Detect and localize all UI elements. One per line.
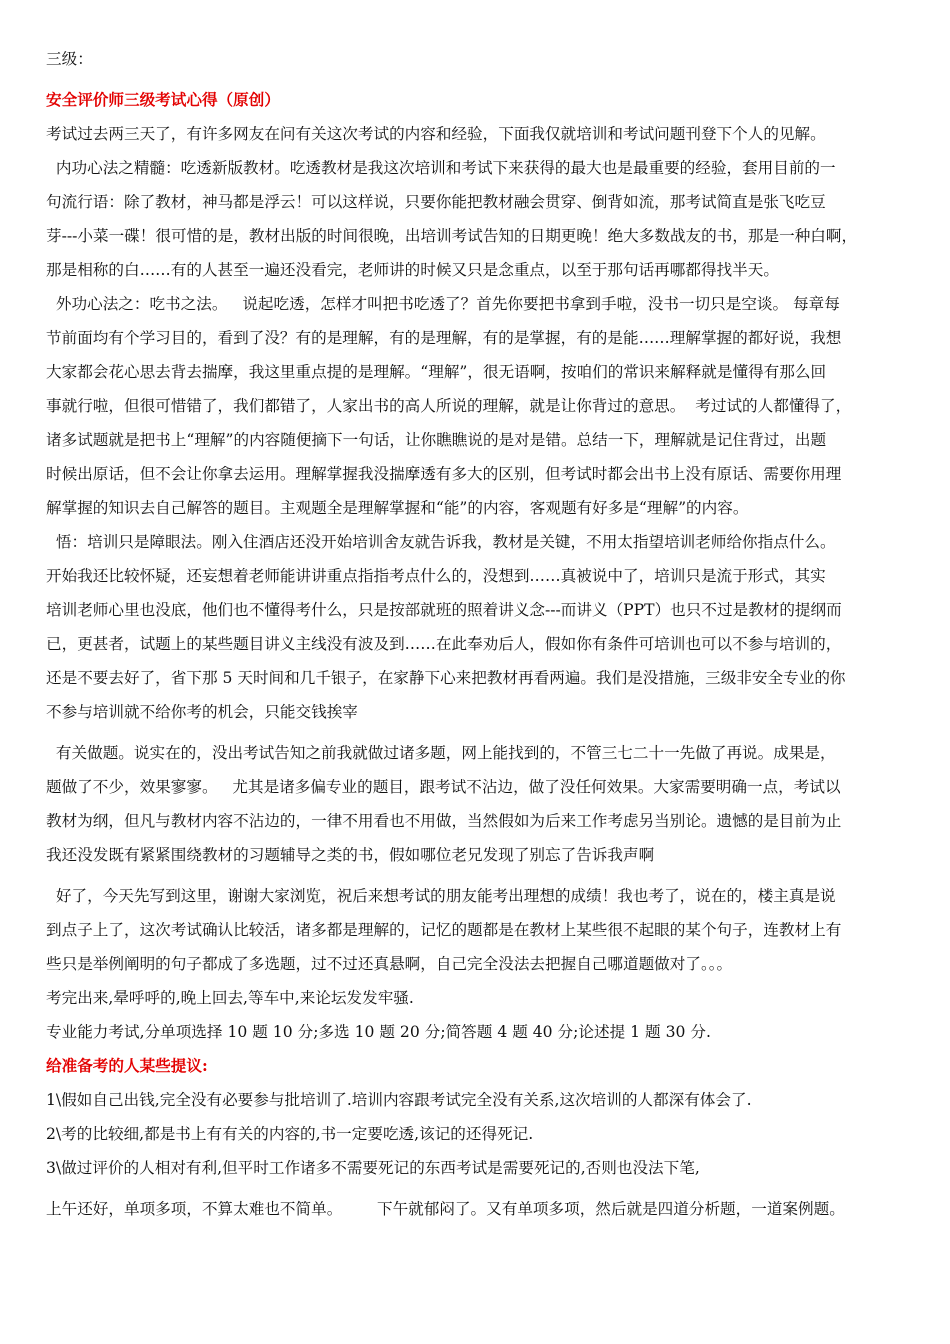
paragraph-line: 悟：培训只是障眼法。刚入住酒店还没开始培训舍友就告诉我，教材是关键，不用太指望培训老师给你指点什么。 bbox=[46, 533, 836, 551]
paragraph-line: 事就行啦，但很可惜错了，我们都错了，人家出书的高人所说的理解，就是让你背过的意思。 考过试的人都懂得了， bbox=[46, 397, 852, 415]
section-heading: 给准备考的人某些提议: bbox=[46, 1056, 208, 1075]
paragraph-line: 芽---小菜一碟！很可惜的是，教材出版的时间很晚，出培训考试告知的日期更晚！绝大多数战友的书，那是一种白啊， bbox=[46, 227, 858, 245]
paragraph-line: 那是相称的白……有的人甚至一遍还没看完，老师讲的时候又只是念重点，以至于那句话再哪都得找半天。 bbox=[46, 261, 779, 279]
paragraph-line: 上午还好，单项多项，不算太难也不简单。 下午就郁闷了。又有单项多项，然后就是四道分析题，一道案例题。 bbox=[46, 1200, 845, 1218]
paragraph-line: 3\做过评价的人相对有利,但平时工作诸多不需要死记的东西考试是需要死记的,否则也没法下笔, bbox=[46, 1159, 700, 1177]
paragraph-line: 题做了不少，效果寥寥。 尤其是诸多偏专业的题目，跟考试不沾边，做了没任何效果。大家需要明确一点，考试以 bbox=[46, 778, 841, 796]
paragraph-line: 解掌握的知识去自己解答的题目。主观题全是理解掌握和“能”的内容，客观题有好多是“理解”的内容。 bbox=[46, 499, 749, 517]
paragraph-line: 2\考的比较细,都是书上有有关的内容的,书一定要吃透,该记的还得死记. bbox=[46, 1125, 534, 1143]
paragraph-line: 我还没发既有紧紧围绕教材的习题辅导之类的书，假如哪位老兄发现了别忘了告诉我声啊 bbox=[46, 846, 655, 864]
paragraph-line: 诸多试题就是把书上“理解”的内容随便摘下一句话，让你瞧瞧说的是对是错。总结一下，理解就是记住背过，出题 bbox=[46, 431, 827, 449]
paragraph-line: 考完出来,晕呼呼的,晚上回去,等车中,来论坛发发牢骚. bbox=[46, 989, 414, 1007]
paragraph-line: 教材为纲，但凡与教材内容不沾边的，一律不用看也不用做，当然假如为后来工作考虑另当别论。遗憾的是目前为止 bbox=[46, 812, 842, 830]
paragraph-line: 内功心法之精髓：吃透新版教材。吃透教材是我这次培训和考试下来获得的最大也是最重要的经验，套用目前的一 bbox=[46, 159, 836, 177]
paragraph-line: 还是不要去好了，省下那 5 天时间和几千银子，在家静下心来把教材再看两遍。我们是没措施，三级非安全专业的你 bbox=[46, 669, 846, 687]
paragraph-line: 外功心法之：吃书之法。 说起吃透，怎样才叫把书吃透了？首先你要把书拿到手啦，没书一切只是空谈。 每章每 bbox=[46, 295, 840, 313]
paragraph-line: 时候出原话，但不会让你拿去运用。理解掌握我没揣摩透有多大的区别，但考试时都会出书上没有原话、需要你用理 bbox=[46, 465, 842, 483]
paragraph-line: 培训老师心里也没底，他们也不懂得考什么，只是按部就班的照着讲义念---而讲义（PPT）也只不过是教材的提纲而 bbox=[46, 601, 842, 619]
paragraph-line: 好了，今天先写到这里，谢谢大家浏览，祝后来想考试的朋友能考出理想的成绩！我也考了，说在的，楼主真是说 bbox=[46, 887, 836, 905]
paragraph-line: 句流行语：除了教材，神马都是浮云！可以这样说，只要你能把教材融会贯穿、倒背如流，那考试简直是张飞吃豆 bbox=[46, 193, 826, 211]
paragraph-line: 些只是举例阐明的句子都成了多选题，过不过还真悬啊，自己完全没法去把握自己哪道题做对了。。。 bbox=[46, 955, 733, 973]
paragraph-line: 三级： bbox=[46, 50, 93, 68]
paragraph-line: 有关做题。说实在的，没出考试告知之前我就做过诸多题，网上能找到的，不管三七二十一先做了再说。成果是， bbox=[46, 744, 836, 762]
paragraph-line: 到点子上了，这次考试确认比较活，诸多都是理解的，记忆的题都是在教材上某些很不起眼的某个句子，连教材上有 bbox=[46, 921, 842, 939]
paragraph-line: 1\假如自己出钱,完全没有必要参与批培训了.培训内容跟考试完全没有关系,这次培训的人都深有体会了. bbox=[46, 1091, 752, 1109]
paragraph-line: 考试过去两三天了，有许多网友在问有关这次考试的内容和经验，下面我仅就培训和考试问题刊登下个人的见解。 bbox=[46, 125, 826, 143]
paragraph-line: 不参与培训就不给你考的机会，只能交钱挨宰 bbox=[46, 703, 358, 721]
paragraph-line: 节前面均有个学习目的，看到了没？有的是理解，有的是理解，有的是掌握，有的是能……理解掌握的都好说，我想 bbox=[46, 329, 842, 347]
paragraph-line: 开始我还比较怀疑，还妄想着老师能讲讲重点指指考点什么的，没想到……真被说中了，培训只是流于形式，其实 bbox=[46, 567, 826, 585]
paragraph-line: 专业能力考试,分单项选择 10 题 10 分;多选 10 题 20 分;简答题 4 题 40 分;论述提 1 题 30 分. bbox=[46, 1023, 711, 1041]
section-heading: 安全评价师三级考试心得（原创） bbox=[46, 90, 280, 109]
paragraph-line: 大家都会花心思去背去揣摩，我这里重点提的是理解。“理解”，很无语啊，按咱们的常识来解释就是懂得有那么回 bbox=[46, 363, 827, 381]
paragraph-line: 已，更甚者，试题上的某些题目讲义主线没有波及到……在此奉劝后人，假如你有条件可培训也可以不参与培训的， bbox=[46, 635, 842, 653]
